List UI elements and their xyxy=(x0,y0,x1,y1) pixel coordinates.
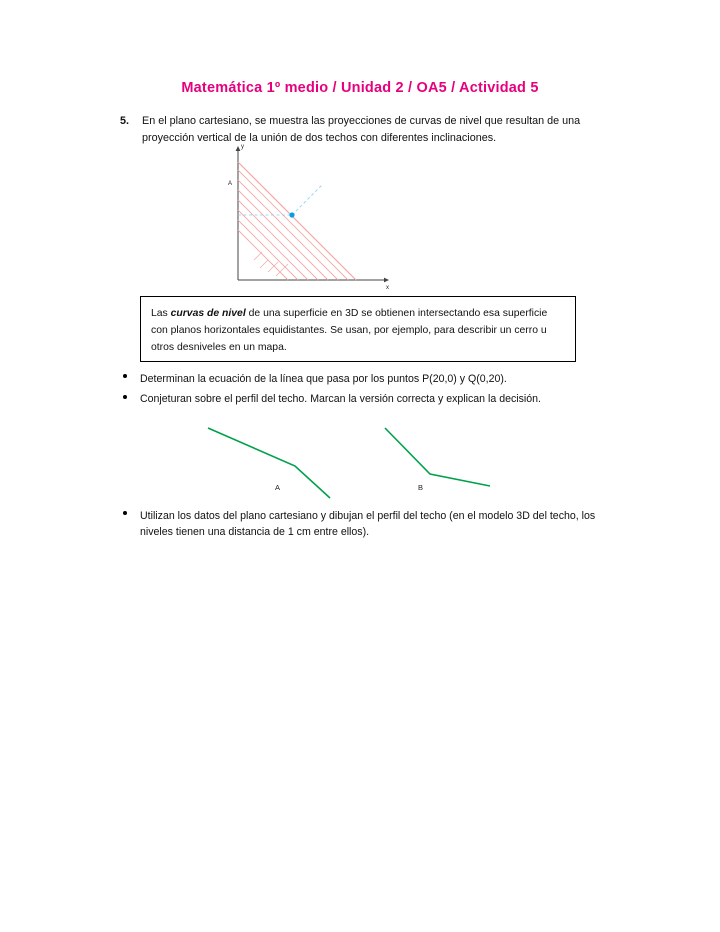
x-axis-arrow xyxy=(384,278,389,283)
bullet-dot-icon xyxy=(120,508,130,541)
question-text: En el plano cartesiano, se muestra las proyecciones de curvas de nivel que resultan de una proyección vertical de la unión de dos techos con diferentes inclinaciones. xyxy=(142,115,581,144)
cartesian-plane-svg xyxy=(210,140,440,300)
list-item xyxy=(120,391,620,407)
contour-boundary-line xyxy=(238,162,356,280)
bullet-list-1 xyxy=(120,371,620,412)
contour-line-7 xyxy=(238,170,348,280)
profile-option-a-path xyxy=(208,428,330,498)
contour-line-6 xyxy=(238,180,338,280)
contour-line-2 xyxy=(238,220,298,280)
note-line1-post: de una superficie en 3D se obtienen intersectando esa xyxy=(245,308,500,319)
cartesian-plane-figure xyxy=(210,140,440,300)
profile-option-b-path xyxy=(385,428,490,486)
bullet-text: Determinan la ecuación de la línea que pasa por los puntos P(20,0) y Q(0,20). xyxy=(140,373,507,385)
note-emphasis: curvas de nivel xyxy=(170,308,246,319)
y-axis-label: y xyxy=(241,144,244,150)
contour-line-1 xyxy=(238,230,288,280)
y-tick-label: A xyxy=(228,181,233,187)
profile-option-b-label: B xyxy=(418,483,424,492)
contour-line-5 xyxy=(238,190,328,280)
intersection-point xyxy=(289,212,294,217)
hatch-1 xyxy=(260,260,268,268)
x-axis-label: x xyxy=(386,285,389,291)
hatch-2 xyxy=(268,262,278,272)
note-box xyxy=(140,296,576,362)
list-item xyxy=(120,371,620,387)
bullet-text: Utilizan los datos del plano cartesiano y dibujan el perfil del techo (en el modelo 3D del techo, los niveles tienen una distancia de 1 cm entre ellos). xyxy=(140,510,596,539)
page-title: Matemática 1º medio / Unidad 2 / OA5 / Actividad 5 xyxy=(181,80,539,96)
note-line1-pre: Las xyxy=(151,308,171,319)
dashed-guide-diagonal xyxy=(292,185,322,215)
profile-option-a-label: A xyxy=(275,483,281,492)
bullet-text: Conjeturan sobre el perfil del techo. Marcan la versión correcta y explican la decisión. xyxy=(140,393,542,406)
bullet-dot-icon xyxy=(120,371,130,387)
roof-profile-options xyxy=(190,418,540,508)
note-line3: describir un cerro u otros desniveles en un mapa. xyxy=(151,325,547,354)
roof-profiles-svg xyxy=(190,418,540,508)
list-item xyxy=(120,508,620,541)
bullet-dot-icon xyxy=(120,391,130,407)
bullet-list-2 xyxy=(120,508,620,545)
contour-line-3 xyxy=(238,210,308,280)
hatch-4 xyxy=(254,252,262,260)
note-line2: superficie con planos horizontales equidistantes. Se usan, por ejemplo, para xyxy=(151,308,548,337)
y-axis-arrow xyxy=(236,146,241,151)
contour-line-4 xyxy=(238,200,318,280)
question-number: 5. xyxy=(120,115,130,127)
